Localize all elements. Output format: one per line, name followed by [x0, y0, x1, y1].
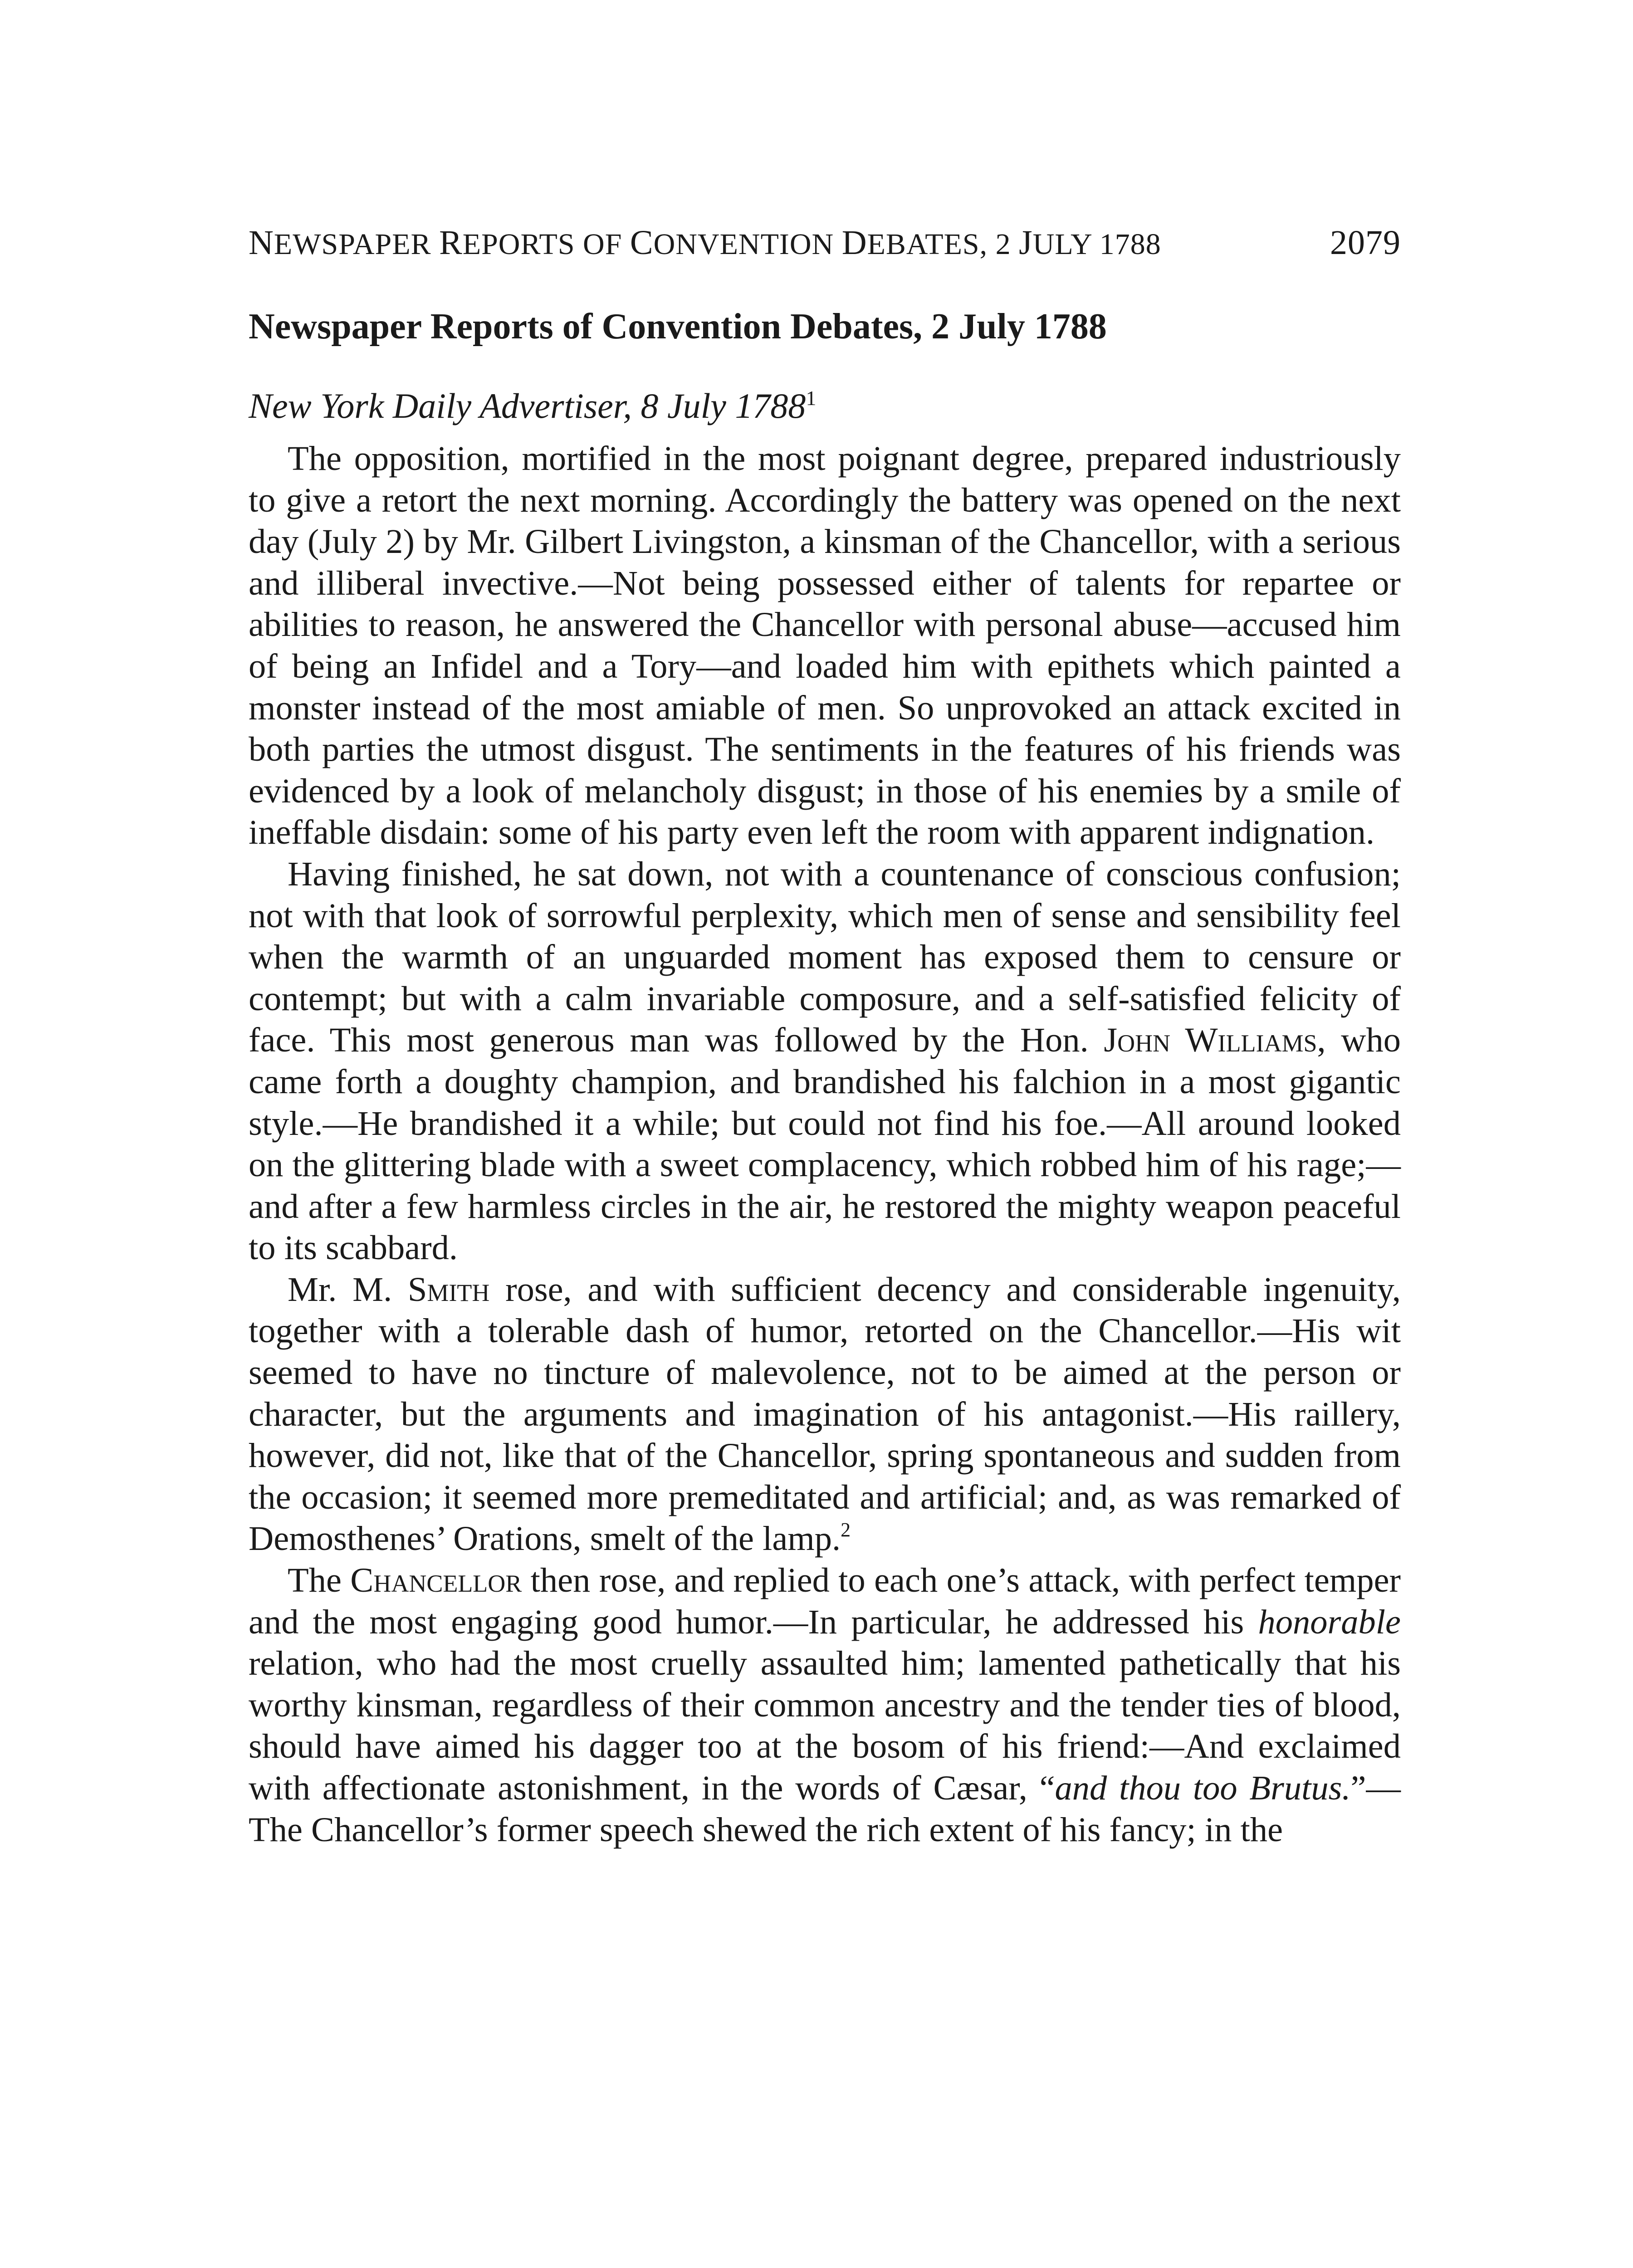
italic-quotation: and thou too Brutus. [1055, 1769, 1351, 1807]
source-text: New York Daily Advertiser, 8 July 1788 [249, 386, 806, 425]
person-name: John Williams [1104, 1021, 1317, 1060]
document-title: Newspaper Reports of Convention Debates, 2 July 1788 [249, 307, 1107, 347]
paragraph-1: The opposition, mortified in the most poignant degree, prepared industriously to give a retort the next morning. Accordingly the battery was opened on the next day (July 2) by Mr. Gilbert Livingston, a kinsman of the Chancellor, with a serious and illiberal invective.—Not being possessed either of talents for repartee or abilities to reason, he answered the Chancellor with personal abuse—accused him of being an Infidel and a Tory—and loaded him with epithets which painted a monster instead of the most amiable of men. So unprovoked an attack excited in both parties the utmost disgust. The sentiments in the features of his friends was evidenced by a look of melancholy disgust; in those of his enemies by a smile of ineffable disdain: some of his party even left the room with apparent indignation. [249, 439, 1401, 852]
footnote-ref-2: 2 [841, 1519, 851, 1541]
source-citation [249, 381, 1401, 431]
body-text [249, 438, 1401, 1850]
person-name: Smith [407, 1270, 490, 1309]
paragraph-3: Mr. M. Smith rose, and with sufficient decency and considerable ingenuity, together with a tolerable dash of humor, retorted on the Chancellor.—His wit seemed to have no tincture of malevolence, not to be aimed at the person or character, but the arguments and imagination of his antagonist.—His raillery, however, did not, like that of the Chancellor, spring spontaneous and sudden from the occasion; it seemed more premeditated and artificial; and, as was remarked of Demosthenes’ Orations, smelt of the lamp.$^2$ [249, 1270, 1401, 1558]
italic-emphasis: honorable [1258, 1602, 1401, 1641]
paragraph-2: Having finished, he sat down, not with a countenance of conscious confusion; not with that look of sorrowful perplexity, which men of sense and sensibility feel when the warmth of an unguarded moment has exposed them to censure or contempt; but with a calm invariable composure, and a self-satisfied felicity of face. This most generous man was followed by the Hon. John Williams, who came forth a doughty champion, and brandished his falchion in a most gigantic style.—He brandished it a while; but could not find his foe.—All around looked on the glittering blade with a sweet complacency, which robbed him of his rage;—and after a few harmless circles in the air, he restored the mighty weapon peaceful to its scabbard. [249, 854, 1401, 1267]
paragraph-4: The Chancellor then rose, and replied to each one’s attack, with perfect temper and the most engaging good humor.—In particular, he addressed his honorable relation, who had the most cruelly assaulted him; lamented pathetically that his worthy kinsman, regardless of their common ancestry and the tender ties of blood, should have aimed his dagger too at the bosom of his friend:—And exclaimed with affectionate astonishment, in the words of Cæsar, “and thou too Brutus.”—The Chancellor’s former speech shewed the rich extent of his fancy; in the [249, 1561, 1401, 1849]
running-head [249, 218, 1401, 268]
person-name: Chancellor [350, 1561, 522, 1600]
page-number: 2079 [1330, 224, 1401, 262]
running-head-title: NEWSPAPER REPORTS OF CONVENTION DEBATES, 2 JULY 1788 [249, 224, 1161, 262]
footnote-ref-1: 1 [806, 386, 816, 410]
